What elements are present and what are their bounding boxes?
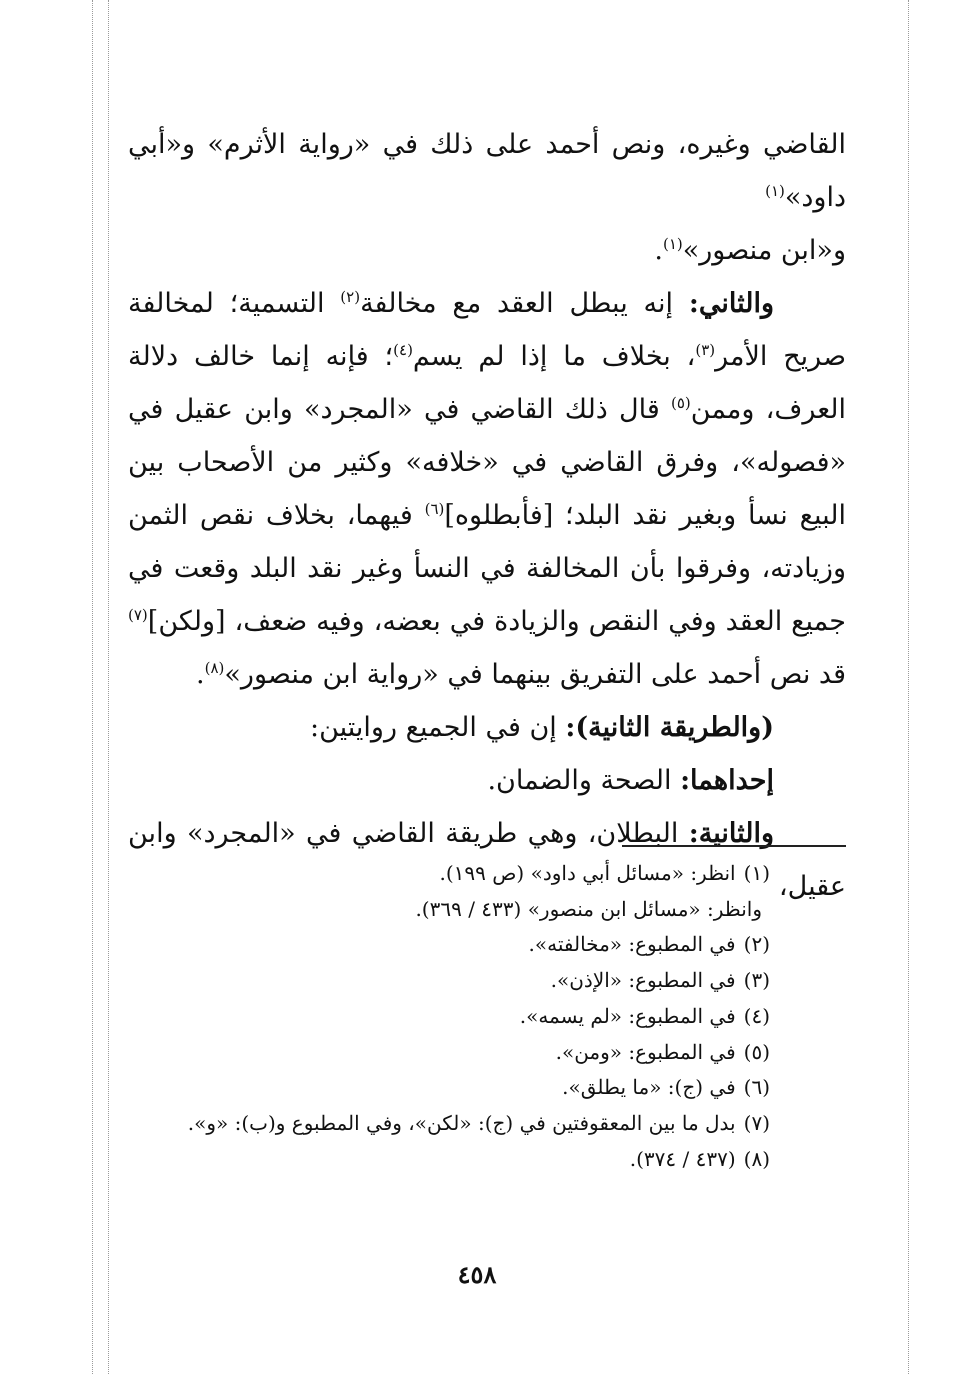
footnote-ref: (٧): [128, 606, 148, 624]
footnote-text: في المطبوع: «لم يسمه».: [519, 1003, 736, 1028]
footnote-number: (٥): [743, 1039, 770, 1064]
page-number: ٤٥٨: [457, 1260, 497, 1289]
paragraph-4-lead: إحداهما:: [680, 765, 774, 796]
footnote-divider: [622, 845, 846, 847]
footnote-8: [140, 1142, 770, 1178]
paragraph-3-lead: (والطريقة الثانية):: [565, 712, 774, 743]
paragraph-2-text: قال ذلك القاضي في «المجرد» وابن عقيل في «فصوله»، وفرق القاضي في «خلافه» وكثير من الأصحاب بين البيع نسأ وبغير نقد البلد؛ [فأبطلوه]: [128, 394, 846, 531]
paragraph-2-lead: والثاني:: [688, 288, 775, 319]
footnote-1: [140, 856, 770, 892]
paragraph-3: [128, 701, 846, 754]
footnote-ref: (١): [765, 182, 785, 200]
paragraph-1-end: .: [654, 235, 663, 266]
paragraph-2-text: قد نص أحمد على التفريق بينهما في «رواية ابن منصور»: [224, 659, 846, 690]
paragraph-4-text: الصحة والضمان.: [487, 765, 681, 796]
footnote-text: في المطبوع: «الإذن».: [550, 968, 736, 993]
footnote-number: (٣): [743, 968, 770, 993]
paragraph-1-line-2: و«ابن منصور»: [682, 235, 846, 266]
footnote-ref: (٦): [424, 500, 445, 518]
footnote-ref: (٤): [393, 341, 413, 359]
footnote-ref: (٨): [204, 659, 225, 677]
main-text: [128, 118, 846, 913]
footnote-5: [140, 1035, 770, 1071]
footnote-number: (٧): [743, 1110, 770, 1135]
paragraph-4: [128, 754, 846, 807]
footnote-ref: (٣): [695, 341, 716, 359]
footnote-text: انظر: «مسائل أبي داود» (ص ١٩٩).: [439, 861, 736, 885]
scan-edge-left-inner: [108, 0, 109, 1374]
paragraph-1: [128, 118, 846, 277]
footnote-1-cont: [140, 892, 770, 928]
paragraph-2-text: إنه يبطل العقد مع مخالفة: [360, 288, 689, 319]
paragraph-3-text: إن في الجميع روايتين:: [309, 712, 566, 743]
paragraph-1-line-1: القاضي وغيره، ونص أحمد على ذلك في «رواية الأثرم» و«أبي داود»: [128, 129, 846, 213]
footnote-text: (٤٣٧ / ٣٧٤).: [629, 1146, 736, 1171]
footnote-ref: (١): [662, 235, 683, 253]
scan-edge-right: [908, 0, 909, 1374]
paragraph-5-text: البطلان، وهي طريقة القاضي في «المجرد» وابن عقيل،: [128, 818, 846, 902]
footnote-4: [140, 999, 770, 1035]
footnote-text: في (ج): «ما يطلق».: [562, 1075, 736, 1100]
footnote-ref: (٥): [670, 394, 691, 412]
footnote-text: بدل ما بين المعقوفتين في (ج): «لكن»، وفي المطبوع و(ب): «و».: [187, 1110, 736, 1135]
paragraph-2-text: .: [196, 659, 205, 690]
paragraph-5-lead: والثانية:: [688, 818, 774, 849]
footnotes: [140, 856, 770, 1177]
footnote-number: (٢): [743, 932, 770, 957]
footnote-6: [140, 1070, 770, 1106]
paragraph-2: [128, 277, 846, 701]
footnote-number: (٤): [743, 1003, 770, 1028]
paragraph-2-text: ؛ فإنه إنما خالف دلالة العرف، وممن: [128, 341, 846, 425]
footnote-2: [140, 927, 770, 963]
scan-edge-left-outer: [92, 0, 93, 1374]
footnote-text: وانظر: «مسائل ابن منصور» (٤٣٣ / ٣٦٩).: [415, 896, 762, 921]
footnote-number: (١): [743, 861, 770, 885]
footnote-number: (٦): [743, 1075, 770, 1100]
footnote-number: (٨): [743, 1146, 770, 1171]
footnote-7: [140, 1106, 770, 1142]
paragraph-2-text: ، بخلاف ما إذا لم يسم: [412, 341, 696, 372]
footnote-text: في المطبوع: «مخالفته».: [528, 932, 736, 957]
footnote-3: [140, 963, 770, 999]
paragraph-2-text: التسمية؛ لمخالفة صريح الأمر: [128, 288, 847, 372]
footnote-ref: (٢): [340, 288, 361, 306]
footnote-text: في المطبوع: «ومن».: [555, 1039, 736, 1064]
paragraph-2-text: فيهما، بخلاف نقص الثمن وزيادته، وفرقوا بأن المخالفة في النسأ وغير نقد البلد وقعت في جميع العقد وفي النقص والزيادة في بعضه، وفيه ضعف، [ولكن]: [128, 500, 846, 637]
